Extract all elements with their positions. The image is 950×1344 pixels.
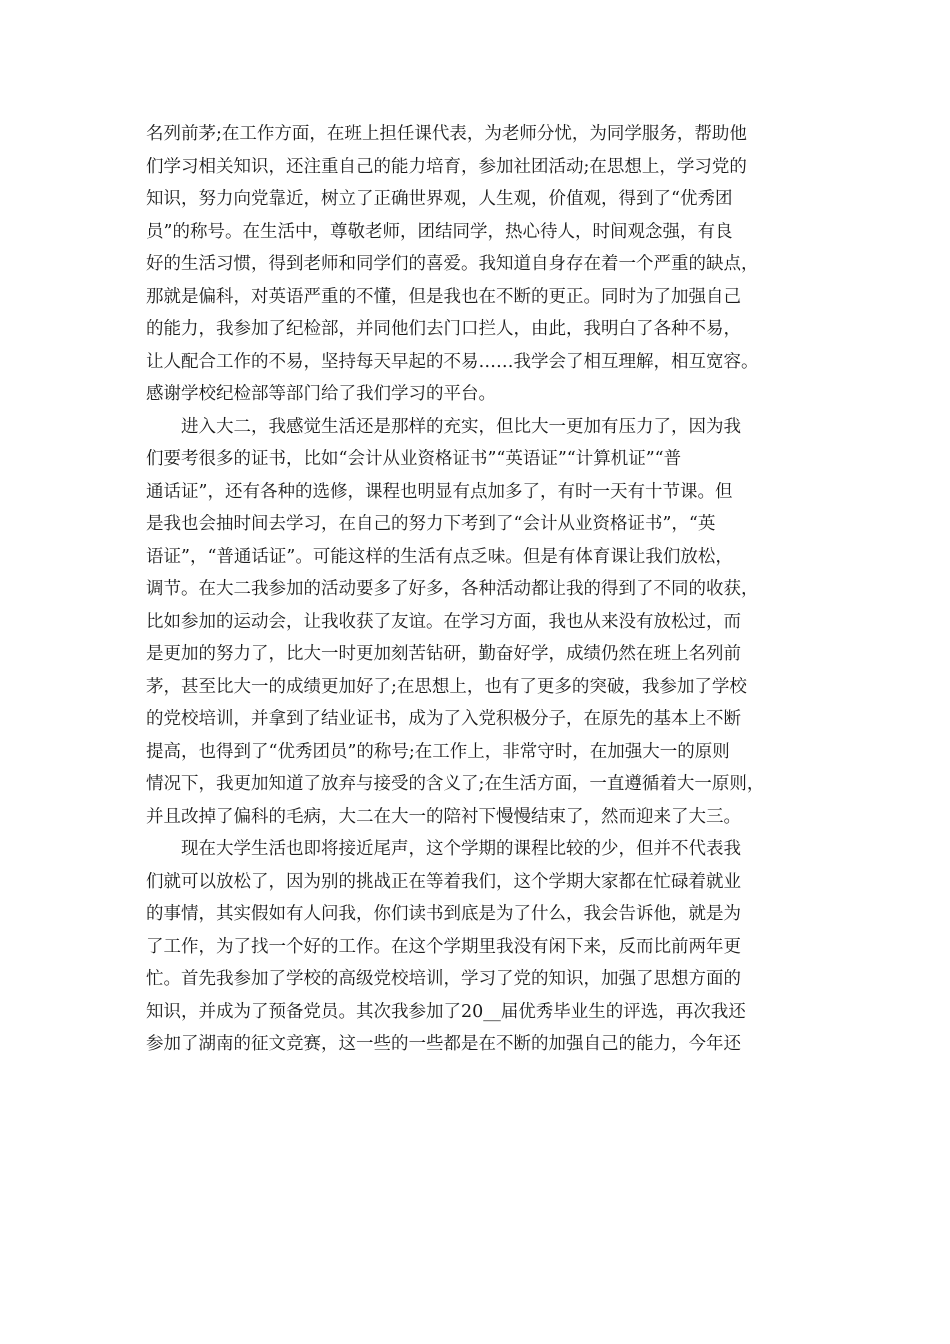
paragraph-1-line-6: 那就是偏科，对英语严重的不懂，但是我也在不断的更正。同时为了加强自己 xyxy=(146,286,741,307)
paragraph-2-line-12: 情况下，我更加知道了放弃与接受的含义了;在生活方面，一直遵循着大一原则， xyxy=(146,774,765,794)
paragraph-3-line-3: 的事情，其实假如有人问我，你们读书到底是为了什么，我会告诉他，就是为 xyxy=(146,904,741,924)
paragraph-1-line-2: 们学习相关知识，还注重自己的能力培育，参加社团活动;在思想上，学习党的 xyxy=(146,156,747,177)
paragraph-2-line-7: 比如参加的运动会，让我收获了友谊。在学习方面，我也从来没有放松过，而 xyxy=(146,611,741,632)
paragraph-1-line-7: 的能力，我参加了纪检部，并同他们去门口拦人，由此，我明白了各种不易， xyxy=(146,319,741,339)
document-body xyxy=(146,118,826,1061)
paragraph-2-line-1: 进入大二，我感觉生活还是那样的充实，但比大一更加有压力了，因为我 xyxy=(181,416,741,437)
paragraph-3-line-5: 忙。首先我参加了学校的高级党校培训，学习了党的知识，加强了思想方面的 xyxy=(146,969,741,989)
paragraph-2-line-11: 提高，也得到了“优秀团员”的称号;在工作上，非常守时，在加强大一的原则 xyxy=(146,741,730,762)
paragraph-2-line-9: 茅，甚至比大一的成绩更加好了;在思想上，也有了更多的突破，我参加了学校 xyxy=(146,676,747,697)
paragraph-2-line-8: 是更加的努力了，比大一时更加刻苦钻研，勤奋好学，成绩仍然在班上名列前 xyxy=(146,644,741,664)
paragraph-1-line-1: 名列前茅;在工作方面，在班上担任课代表，为老师分忧，为同学服务，帮助他 xyxy=(146,124,747,144)
paragraph-3-line-1: 现在大学生活也即将接近尾声，这个学期的课程比较的少，但并不代表我 xyxy=(181,839,741,859)
paragraph-3-line-6: 知识，并成为了预备党员。其次我参加了20__届优秀毕业生的评选，再次我还 xyxy=(146,1001,746,1022)
paragraph-2-line-5: 语证”，“普通话证”。可能这样的生活有点乏味。但是有体育课让我们放松， xyxy=(146,546,733,567)
paragraph-2-line-3: 通话证”，还有各种的选修，课程也明显有点加多了，有时一天有十节课。但 xyxy=(146,481,733,502)
paragraph-3-line-2: 们就可以放松了，因为别的挑战正在等着我们，这个学期大家都在忙碌着就业 xyxy=(146,871,741,892)
paragraph-3-line-7: 参加了湖南的征文竞赛，这一些的一些都是在不断的加强自己的能力，今年还 xyxy=(146,1034,741,1054)
paragraph-2-line-10: 的党校培训，并拿到了结业证书，成为了入党积极分子，在原先的基本上不断 xyxy=(146,709,741,729)
paragraph-2-line-4: 是我也会抽时间去学习，在自己的努力下考到了“会计从业资格证书”，“英 xyxy=(146,514,716,534)
paragraph-1-line-8: 让人配合工作的不易，坚持每天早起的不易……我学会了相互理解，相互宽容。 xyxy=(146,351,759,372)
paragraph-2-line-13: 并且改掉了偏科的毛病，大二在大一的陪衬下慢慢结束了，然而迎来了大三。 xyxy=(146,806,741,827)
paragraph-3-line-4: 了工作，为了找一个好的工作。在这个学期里我没有闲下来，反而比前两年更 xyxy=(146,936,741,957)
paragraph-2-line-2: 们要考很多的证书，比如“会计从业资格证书”“英语证”“计算机证”“普 xyxy=(146,449,682,469)
paragraph-1-line-5: 好的生活习惯，得到老师和同学们的喜爱。我知道自身存在着一个严重的缺点， xyxy=(146,254,759,274)
paragraph-1-line-3: 知识，努力向党靠近，树立了正确世界观，人生观，价值观，得到了“优秀团 xyxy=(146,189,733,209)
paragraph-2-line-6: 调节。在大二我参加的活动要多了好多，各种活动都让我的得到了不同的收获， xyxy=(146,579,759,599)
paragraph-1-line-9: 感谢学校纪检部等部门给了我们学习的平台。 xyxy=(146,384,496,404)
paragraph-1-line-4: 员”的称号。在生活中，尊敬老师，团结同学，热心待人，时间观念强，有良 xyxy=(146,221,733,242)
